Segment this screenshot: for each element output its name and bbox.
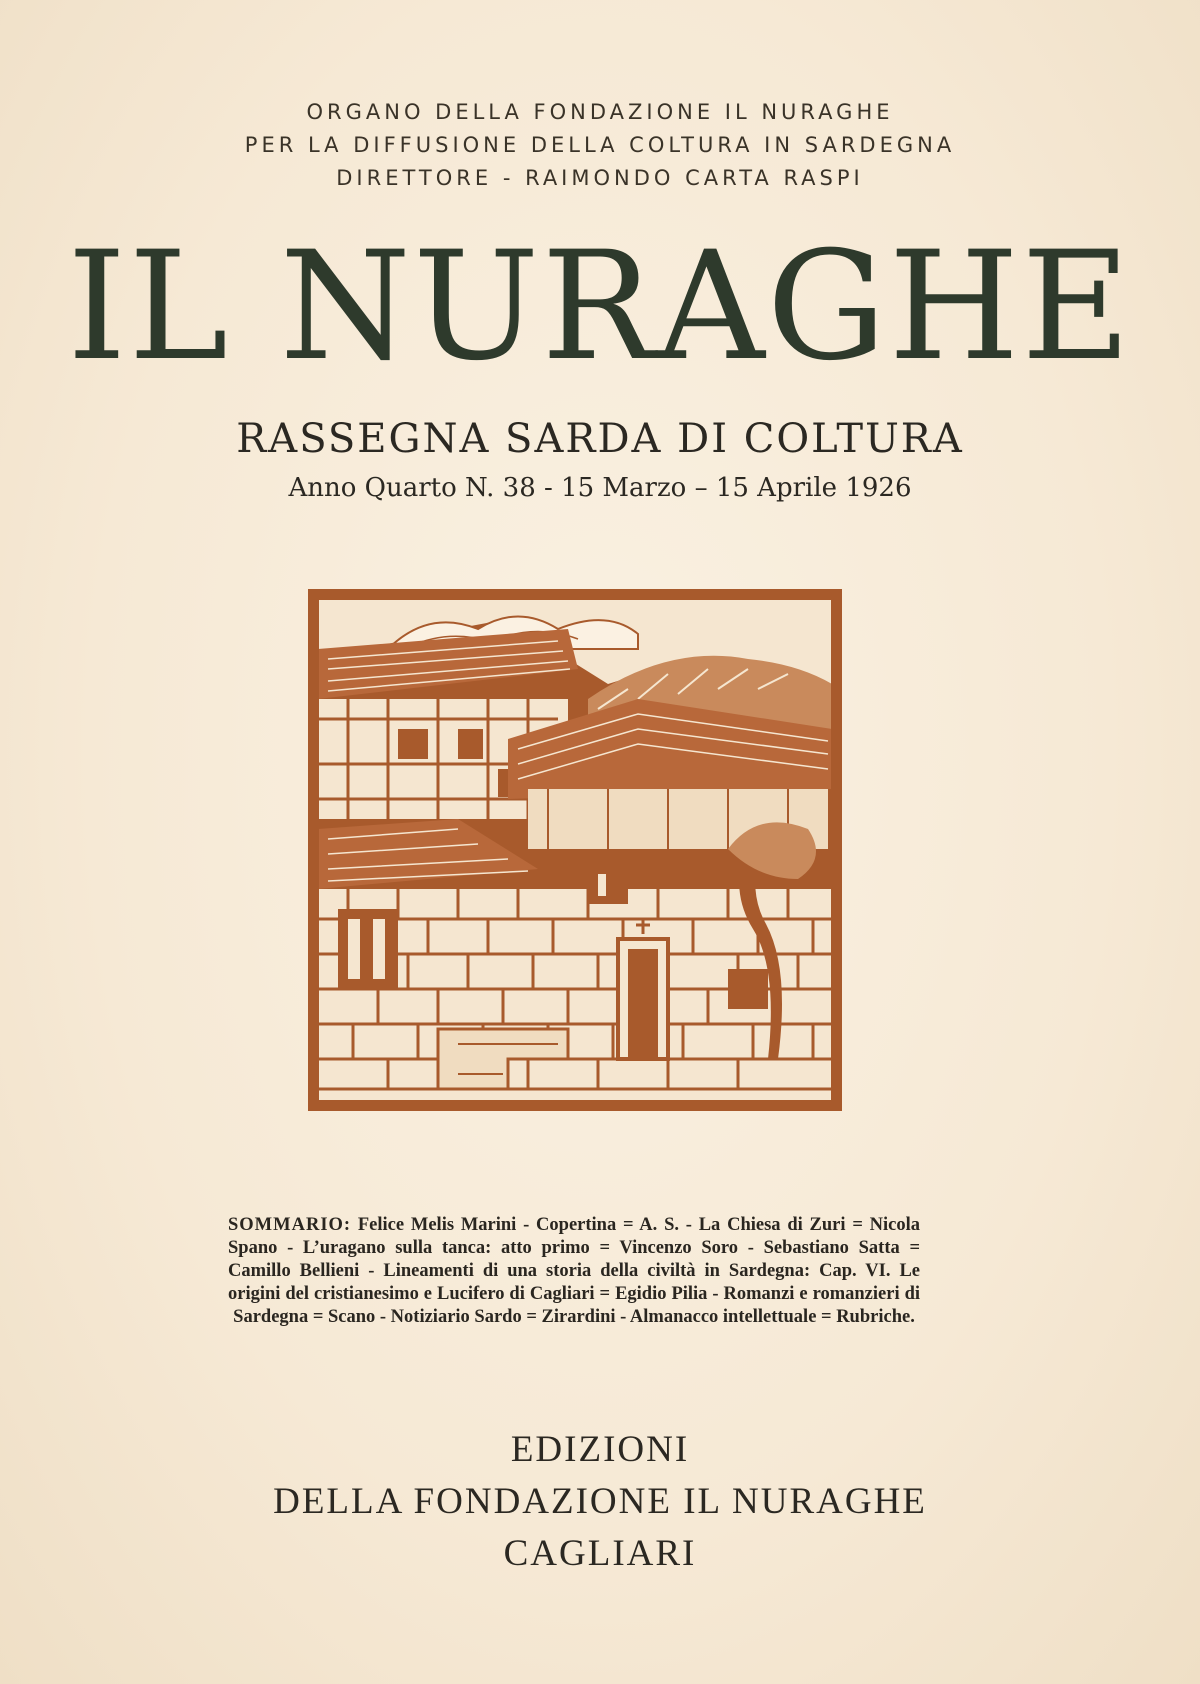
masthead-title: IL NURAGHE bbox=[67, 220, 1133, 394]
masthead-subtitle: RASSEGNA SARDA DI COLTURA bbox=[236, 416, 964, 462]
publisher-line-city: CAGLIARI bbox=[503, 1533, 697, 1574]
woodcut-village-houses-icon bbox=[308, 589, 842, 1111]
issue-line: Anno Quarto N. 38 - 15 Marzo – 15 Aprile 1926 bbox=[288, 473, 912, 503]
summary-label: SOMMARIO: bbox=[228, 1215, 352, 1235]
header-line-director: DIRETTORE - RAIMONDO CARTA RASPI bbox=[336, 166, 864, 190]
summary-block bbox=[228, 1214, 920, 1329]
header-line-organ: ORGANO DELLA FONDAZIONE IL NURAGHE bbox=[306, 100, 894, 124]
publisher-line-fondazione: DELLA FONDAZIONE IL NURAGHE bbox=[273, 1481, 927, 1522]
publisher-line-edizioni: EDIZIONI bbox=[510, 1429, 690, 1470]
publisher-block bbox=[0, 1424, 1200, 1580]
header-block bbox=[0, 96, 1200, 195]
summary-text: Felice Melis Marini - Copertina = A. S. - La Chiesa di Zuri = Nicola Spano - L’uragano sulla tanca: atto primo = Vincenzo Soro - Sebastiano Satta = Camillo Bellieni - Lineamenti di una storia della civiltà in Sardegna: Cap. VI. Le origini del cristianesimo e Lucifero di Cagliari = Egidio Pilia - Romanzi e romanzieri di Sardegna = Scano - Notiziario Sardo = Zirardini - Almanacco intellettuale = Rubriche. bbox=[228, 1215, 920, 1327]
header-line-purpose: PER LA DIFFUSIONE DELLA COLTURA IN SARDEGNA bbox=[244, 133, 956, 157]
